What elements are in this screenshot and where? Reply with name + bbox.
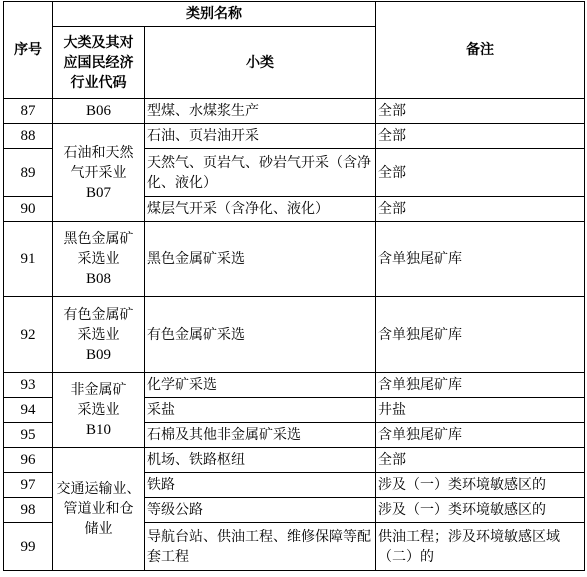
header-major-category xyxy=(53,27,145,99)
row-seq: 98 xyxy=(4,498,53,523)
header-seq: 序号 xyxy=(4,2,53,99)
header-row-1 xyxy=(4,2,585,27)
table-row xyxy=(4,297,585,373)
row-seq: 92 xyxy=(4,297,53,373)
major-code: B06 xyxy=(85,103,111,119)
industry-category-table xyxy=(3,1,585,571)
row-minor: 煤层气开采（含净化、液化） xyxy=(145,197,376,222)
row-minor: 有色金属矿采选 xyxy=(145,297,376,373)
row-minor: 黑色金属矿采选 xyxy=(145,222,376,297)
row-minor: 石棉及其他非金属矿采选 xyxy=(145,423,376,448)
major-code: B08 xyxy=(85,271,111,287)
row-minor: 采盐 xyxy=(145,398,376,423)
row-seq: 88 xyxy=(4,124,53,149)
major-line-2: 气开采业 xyxy=(70,164,127,181)
major-line-2: 采选业 xyxy=(77,326,120,343)
header-minor: 小类 xyxy=(145,27,376,99)
major-line-1: 有色金属矿 xyxy=(63,306,134,323)
row-note: 全部 xyxy=(376,197,585,222)
row-seq: 89 xyxy=(4,149,53,197)
row-seq: 97 xyxy=(4,473,53,498)
table-row xyxy=(4,448,585,473)
row-seq: 87 xyxy=(4,99,53,124)
header-major-line-3: 行业代码 xyxy=(70,74,127,91)
major-line-1: 黑色金属矿 xyxy=(63,231,134,247)
major-line-2: 管道业和仓 xyxy=(63,501,134,517)
major-line-2: 采选业 xyxy=(77,402,120,418)
row-note: 全部 xyxy=(376,448,585,473)
major-code: B09 xyxy=(85,346,111,363)
major-line-1: 交通运输业、 xyxy=(56,481,141,497)
major-category-cell xyxy=(53,297,145,373)
table-row xyxy=(4,222,585,297)
major-line-1: 石油和天然 xyxy=(63,144,134,161)
major-category-cell xyxy=(53,124,145,222)
major-category-cell xyxy=(53,448,145,571)
major-category-cell xyxy=(53,99,145,124)
row-seq: 94 xyxy=(4,398,53,423)
table-row xyxy=(4,373,585,398)
row-minor: 化学矿采选 xyxy=(145,373,376,398)
header-major-line-2: 应国民经济 xyxy=(63,54,134,71)
row-note: 全部 xyxy=(376,124,585,149)
row-minor: 天然气、页岩气、砂岩气开采（含净化、液化） xyxy=(145,149,376,197)
header-category-name: 类别名称 xyxy=(53,2,376,27)
header-major-line-1: 大类及其对 xyxy=(63,34,134,51)
major-category-cell xyxy=(53,373,145,448)
row-note: 涉及（一）类环境敏感区的 xyxy=(376,473,585,498)
row-seq: 99 xyxy=(4,523,53,571)
table-row xyxy=(4,99,585,124)
header-note: 备注 xyxy=(376,2,585,99)
row-minor: 等级公路 xyxy=(145,498,376,523)
row-note: 全部 xyxy=(376,149,585,197)
major-category-cell xyxy=(53,222,145,297)
row-minor: 铁路 xyxy=(145,473,376,498)
row-seq: 91 xyxy=(4,222,53,297)
row-seq: 95 xyxy=(4,423,53,448)
major-line-3: 储业 xyxy=(84,521,113,537)
row-note: 全部 xyxy=(376,99,585,124)
row-note: 含单独尾矿库 xyxy=(376,222,585,297)
row-seq: 96 xyxy=(4,448,53,473)
table-row xyxy=(4,124,585,149)
row-note: 涉及（一）类环境敏感区的 xyxy=(376,498,585,523)
major-code: B07 xyxy=(85,184,111,201)
major-line-2: 采选业 xyxy=(77,251,120,267)
row-seq: 93 xyxy=(4,373,53,398)
row-note: 井盐 xyxy=(376,398,585,423)
row-note: 含单独尾矿库 xyxy=(376,423,585,448)
row-minor: 导航台站、供油工程、维修保障等配套工程 xyxy=(145,523,376,571)
row-note: 含单独尾矿库 xyxy=(376,297,585,373)
row-note: 含单独尾矿库 xyxy=(376,373,585,398)
major-line-1: 非金属矿 xyxy=(70,382,127,398)
row-minor: 机场、铁路枢纽 xyxy=(145,448,376,473)
row-minor: 型煤、水煤浆生产 xyxy=(145,99,376,124)
row-minor: 石油、页岩油开采 xyxy=(145,124,376,149)
row-note: 供油工程；涉及环境敏感区域（二）的 xyxy=(376,523,585,571)
major-code: B10 xyxy=(85,422,111,438)
row-seq: 90 xyxy=(4,197,53,222)
